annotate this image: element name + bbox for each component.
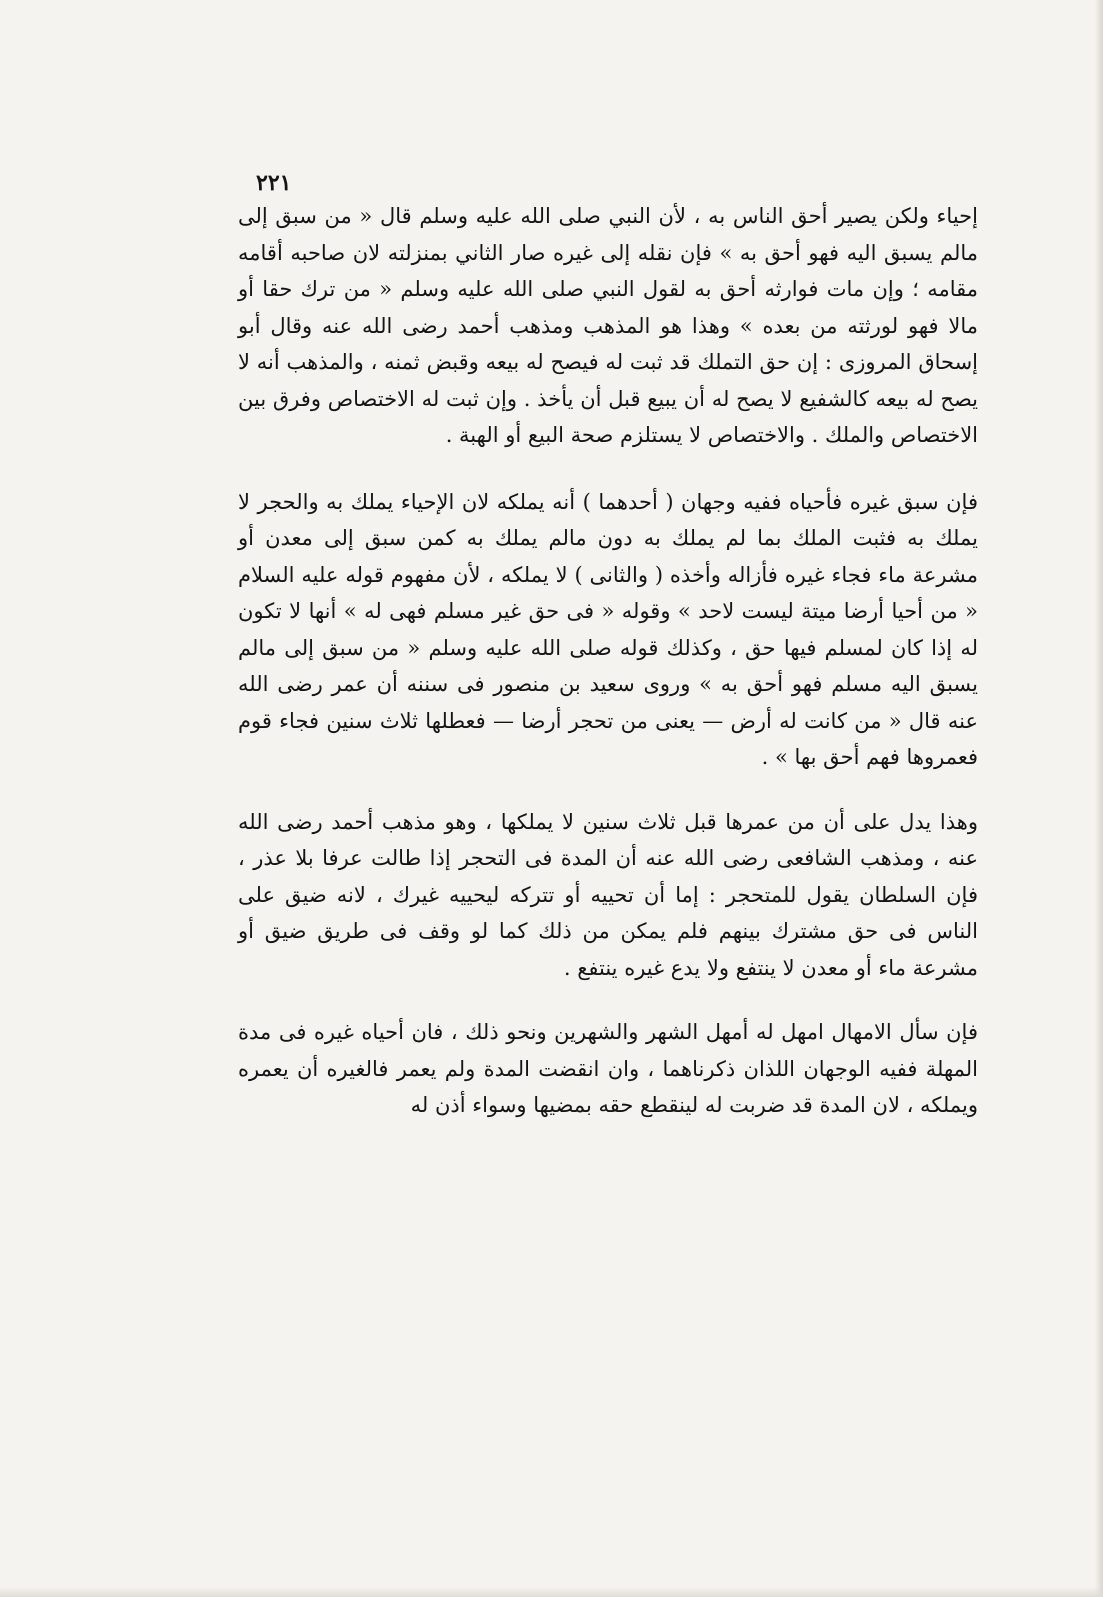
body-text xyxy=(238,198,978,1152)
page-number: ٢٢١ xyxy=(256,170,292,196)
paragraph-2: فإن سبق غيره فأحياه ففيه وجهان ( أحدهما ) أنه يملكه لان الإحياء يملك به والحجر لا يملك به فثبت الملك بما لم يملك به دون مالم يملك به كمن سبق إلى معدن أو مشرعة ماء فجاء غيره فأزاله وأخذه ( والثانى ) لا يملكه ، لأن مفهوم قوله عليه السلام « من أحيا أرضا ميتة ليست لاحد » وقوله « فى حق غير مسلم فهى له » أنها لا تكون له إذا كان لمسلم فيها حق ، وكذلك قوله صلى الله عليه وسلم « من سبق إلى مالم يسبق اليه مسلم فهو أحق به » وروى سعيد بن منصور فى سننه أن عمر رضى الله عنه قال « من كانت له أرض — يعنى من تحجر أرضا — فعطلها ثلاث سنين فجاء قوم فعمروها فهم أحق بها » . xyxy=(238,489,978,769)
page-bottom-shadow xyxy=(0,1587,1103,1597)
paragraph-4: فإن سأل الامهال امهل له أمهل الشهر والشهرين ونحو ذلك ، فان أحياه غيره فى مدة المهلة ففيه الوجهان اللذان ذكرناهما ، وان انقضت المدة ولم يعمر فالغيره أن يعمره ويملكه ، لان المدة قد ضربت له لينقطع حقه بمضيها وسواء أذن له xyxy=(238,1020,978,1117)
page-edge-shadow xyxy=(1095,0,1103,1597)
paragraph-3: وهذا يدل على أن من عمرها قبل ثلاث سنين لا يملكها ، وهو مذهب أحمد رضى الله عنه ، ومذهب الشافعى رضى الله عنه أن المدة فى التحجر إذا طالت عرفا بلا عذر ، فإن السلطان يقول للمتحجر : إما أن تحييه أو تتركه ليحييه غيرك ، لانه ضيق على الناس فى حق مشترك بينهم فلم يمكن من ذلك كما لو وقف فى طريق ضيق أو مشرعة ماء أو معدن لا ينتفع ولا يدع غيره ينتفع . xyxy=(238,809,978,980)
paragraph-1: إحياء ولكن يصير أحق الناس به ، لأن النبي صلى الله عليه وسلم قال « من سبق إلى مالم يسبق اليه فهو أحق به » فإن نقله إلى غيره صار الثاني بمنزلته لان صاحبه أقامه مقامه ؛ وإن مات فوارثه أحق به لقول النبي صلى الله عليه وسلم « من ترك حقا أو مالا فهو لورثته من بعده » وهذا هو المذهب ومذهب أحمد رضى الله عنه وقال أبو إسحاق المروزى : إن حق التملك قد ثبت له فيصح له بيعه وقبض ثمنه ، والمذهب أنه لا يصح له بيعه كالشفيع لا يصح له أن يبيع قبل أن يأخذ . وإن ثبت له الاختصاص وفرق بين الاختصاص والملك . والاختصاص لا يستلزم صحة البيع أو الهبة . xyxy=(238,204,978,447)
